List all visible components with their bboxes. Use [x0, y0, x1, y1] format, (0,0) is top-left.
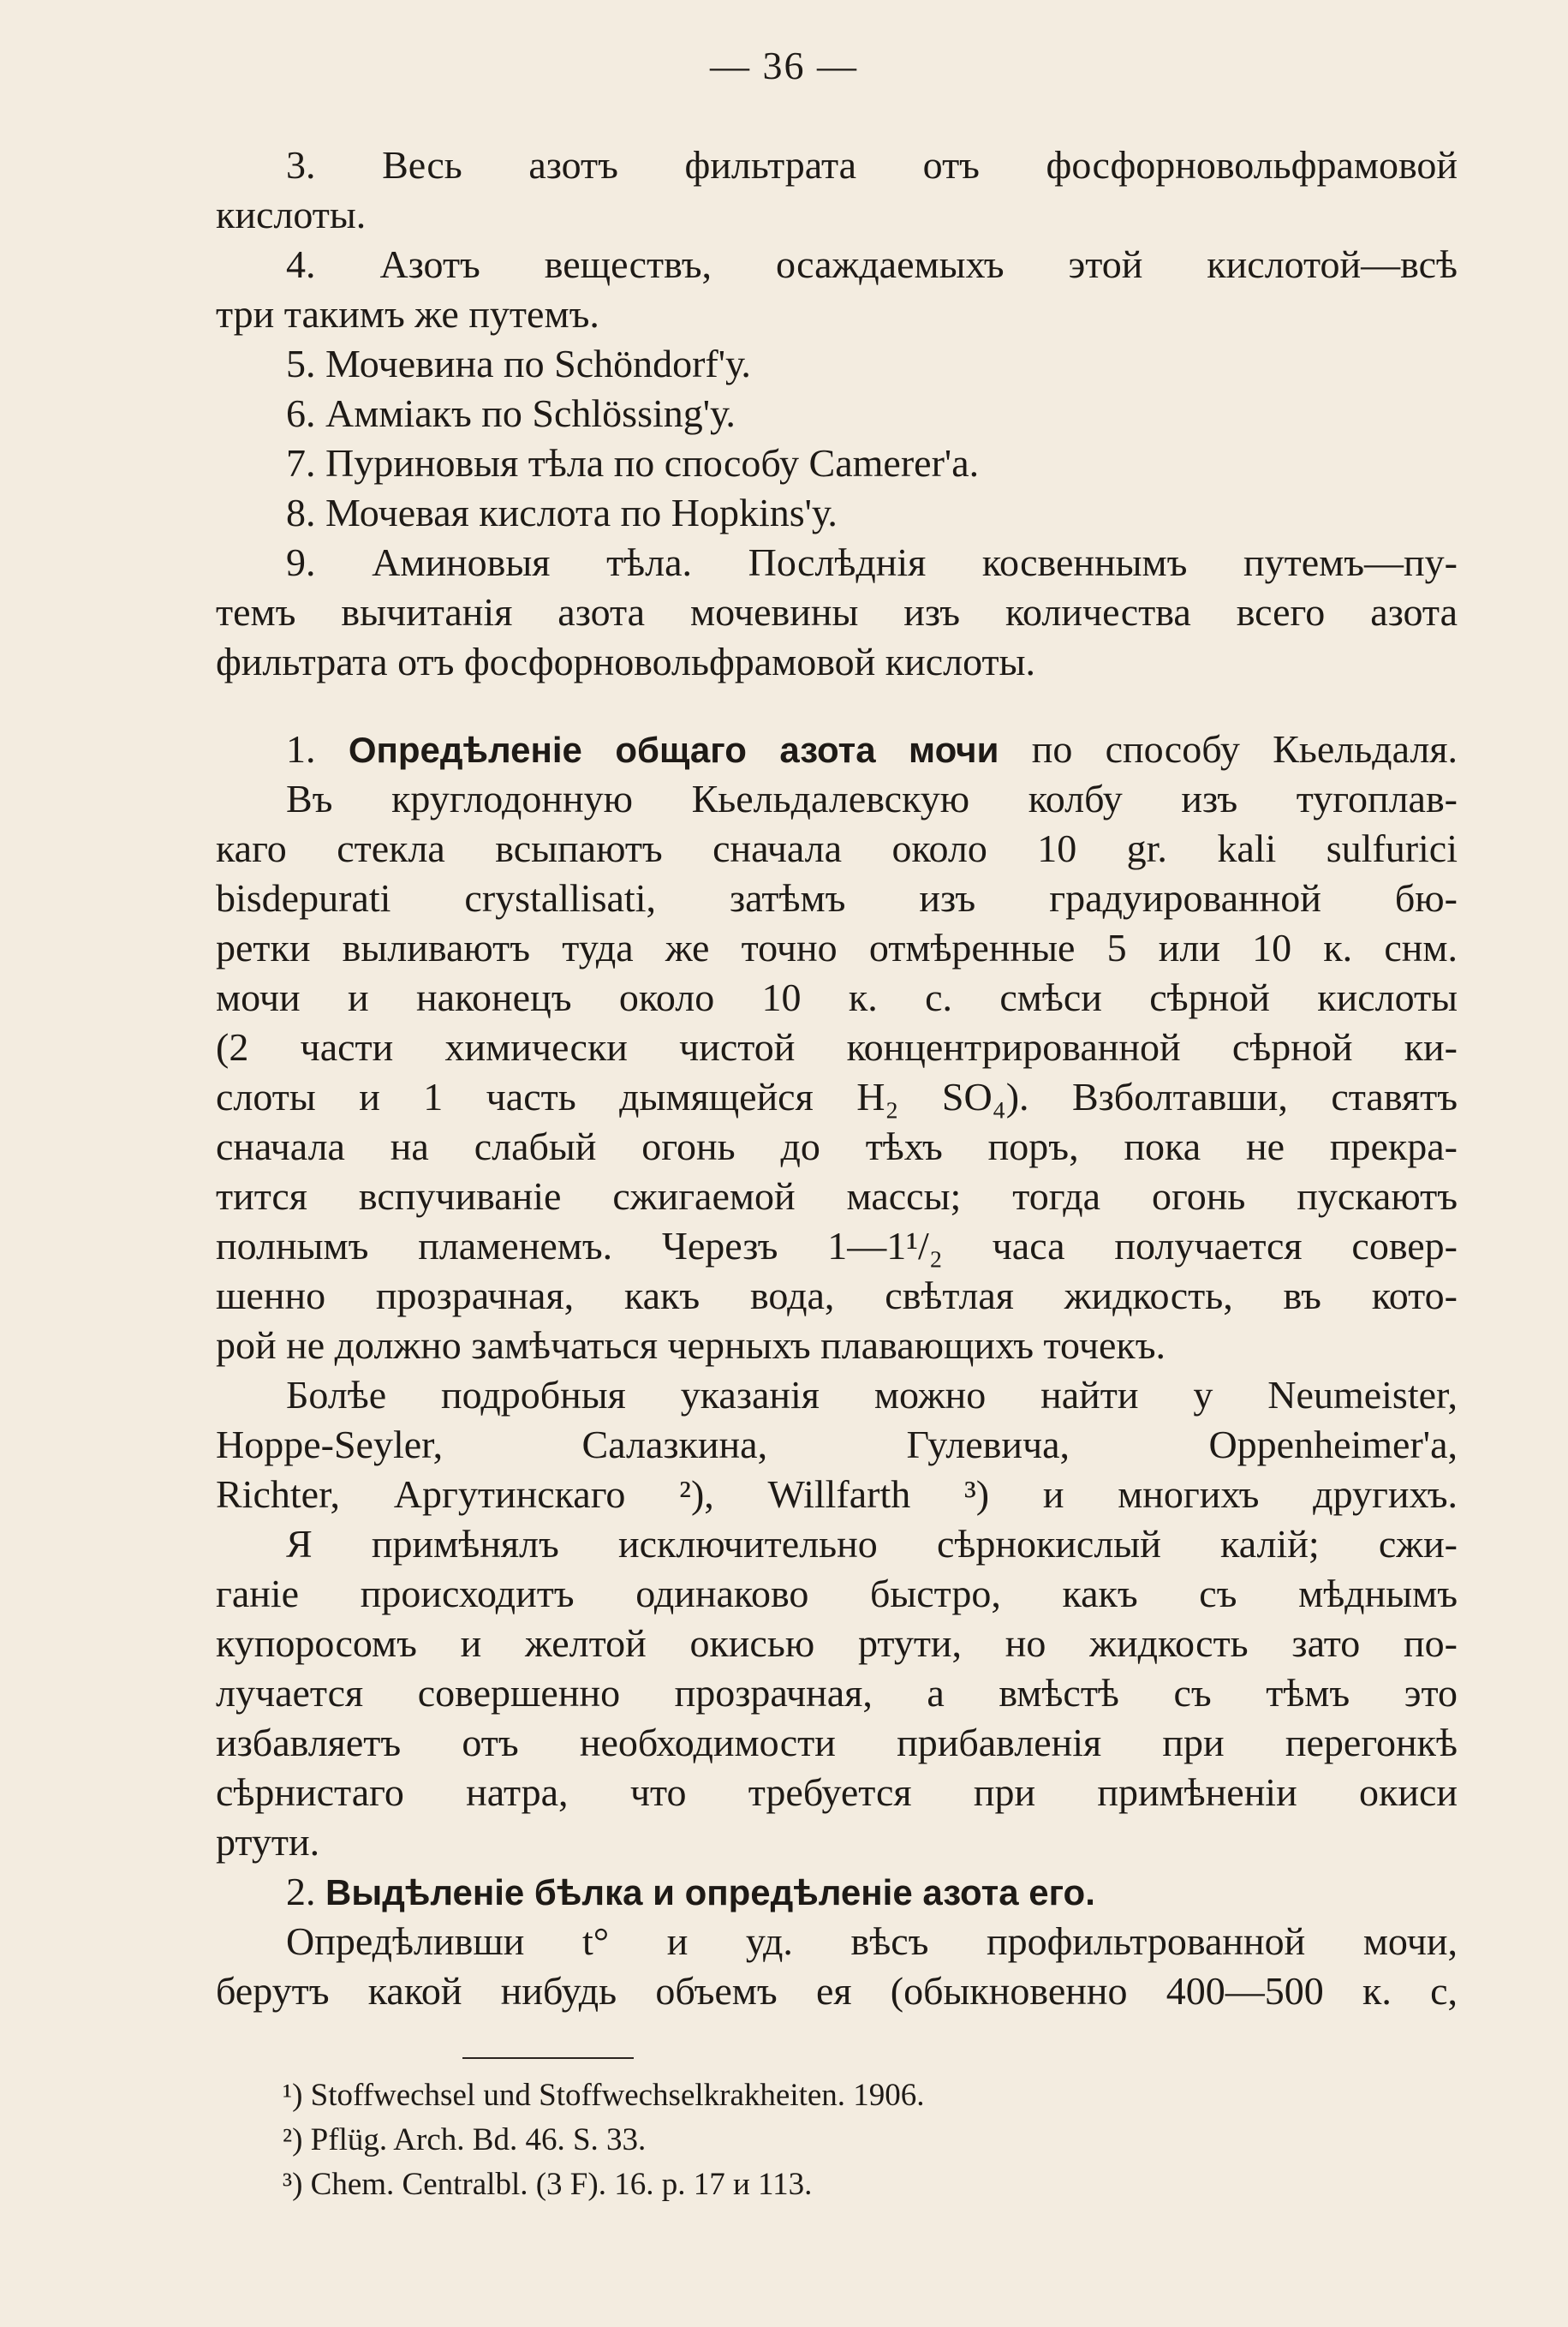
list-line: 6. Аммiакъ по Schlössing'у.	[286, 391, 736, 435]
text-line: рой не должно замѣчаться черныхъ плавающихъ точекъ.	[216, 1323, 1166, 1367]
page-number: — 36 —	[710, 44, 858, 87]
section-number: 2.	[286, 1870, 316, 1913]
text-line: bisdepurati crystallisati, затѣмъ изъ градуированной бю-	[216, 876, 1458, 920]
text-line: (2 части химически чистой концентрированной сѣрной ки-	[216, 1025, 1458, 1069]
text-line: тится вспучиванiе сжигаемой массы; тогда огонь пускаютъ	[216, 1174, 1458, 1218]
text-line: ретки выливаютъ туда же точно отмѣренные 5 или 10 к. снм.	[216, 926, 1458, 970]
section-1-heading	[216, 725, 1458, 774]
footnote: ¹) Stoffwechsel und Stoffwechselkrakheiten. 1906.	[283, 2078, 925, 2113]
text-line: сѣрнистаго натра, что требуется при примѣненiи окиси	[216, 1770, 1458, 1814]
text-line: лучается совершенно прозрачная, а вмѣстѣ съ тѣмъ это	[216, 1671, 1458, 1715]
paragraph-note	[216, 1519, 1458, 1867]
list-line: кислоты.	[216, 193, 367, 236]
section-title: Опредѣленiе общаго азота мочи	[348, 730, 999, 770]
text-line: Я примѣнялъ исключительно сѣрнокислый калiй; сжи-	[286, 1522, 1458, 1566]
method-list	[216, 140, 1458, 687]
section-number: 1.	[286, 727, 316, 771]
text-line: Richter, Аргутинскаго ²), Willfarth ³) и многихъ другихъ.	[216, 1472, 1458, 1516]
list-line: 4. Азотъ веществъ, осаждаемыхъ этой кислотой—всѣ	[286, 242, 1458, 286]
text-line: полнымъ пламенемъ. Черезъ 1—1¹/₂ часа получается совер-	[216, 1224, 1458, 1268]
text-line: мочи и наконецъ около 10 к. с. смѣси сѣрной кислоты	[216, 976, 1458, 1019]
list-line: три такимъ же путемъ.	[216, 292, 599, 336]
text-line: каго стекла всыпаютъ сначала около 10 gr. kali sulfurici	[216, 826, 1458, 870]
list-line: фильтрата отъ фосфорновольфрамовой кислоты.	[216, 640, 1036, 683]
paragraph-procedure	[216, 774, 1458, 1370]
text-line: берутъ какой нибудь объемъ ея (обыкновенно 400—500 к. с,	[216, 1969, 1458, 2013]
list-line: 7. Пуриновыя тѣла по способу Camerer'a.	[286, 441, 980, 485]
text-line: избавляетъ отъ необходимости прибавленiя при перегонкѣ	[216, 1721, 1458, 1764]
text-line: ганiе происходитъ одинаково быстро, какъ съ мѣднымъ	[216, 1572, 1458, 1615]
list-line: 5. Мочевина по Schöndorf'у.	[286, 342, 751, 385]
paragraph-protein	[216, 1917, 1458, 2016]
footnote-divider	[462, 2057, 634, 2059]
text-line: слоты и 1 часть дымящейся H₂ SO₄). Взболтавши, ставятъ	[216, 1075, 1458, 1119]
text-line: Hoppe-Seyler, Салазкина, Гулевича, Oppenheimer'a,	[216, 1423, 1458, 1466]
section-subtitle: по способу Кьельдаля.	[1031, 727, 1458, 771]
footnote: ³) Chem. Centralbl. (3 F). 16. p. 17 и 113.	[283, 2167, 813, 2202]
list-line: 8. Мочевая кислота по Hopkins'у.	[286, 491, 838, 534]
text-line: ртути.	[216, 1820, 320, 1864]
text-line: Болѣе подробныя указанiя можно найти у Neumeister,	[286, 1373, 1458, 1417]
text-line: сначала на слабый огонь до тѣхъ поръ, пока не прекра-	[216, 1125, 1458, 1168]
text-line: купоросомъ и желтой окисью ртути, но жидкость зато по-	[216, 1621, 1458, 1665]
text-line: Опредѣливши t° и уд. вѣсъ профильтрованной мочи,	[286, 1919, 1458, 1963]
paragraph-references	[216, 1370, 1458, 1519]
list-line: темъ вычитанiя азота мочевины изъ количества всего азота	[216, 590, 1458, 634]
text-line: Въ круглодонную Кьельдалевскую колбу изъ тугоплав-	[286, 777, 1458, 820]
section-title: Выдѣленiе бѣлка и опредѣленiе азота его.	[325, 1872, 1095, 1912]
list-line: 9. Аминовыя тѣла. Послѣднiя косвеннымъ путемъ—пу-	[286, 540, 1458, 584]
section-2-heading	[216, 1867, 1458, 1917]
list-line: 3. Весь азотъ фильтрата отъ фосфорновольфрамовой	[286, 143, 1458, 187]
text-line: шенно прозрачная, какъ вода, свѣтлая жидкость, въ кото-	[216, 1274, 1458, 1317]
footnote: ²) Pflüg. Arch. Bd. 46. S. 33.	[283, 2122, 647, 2157]
